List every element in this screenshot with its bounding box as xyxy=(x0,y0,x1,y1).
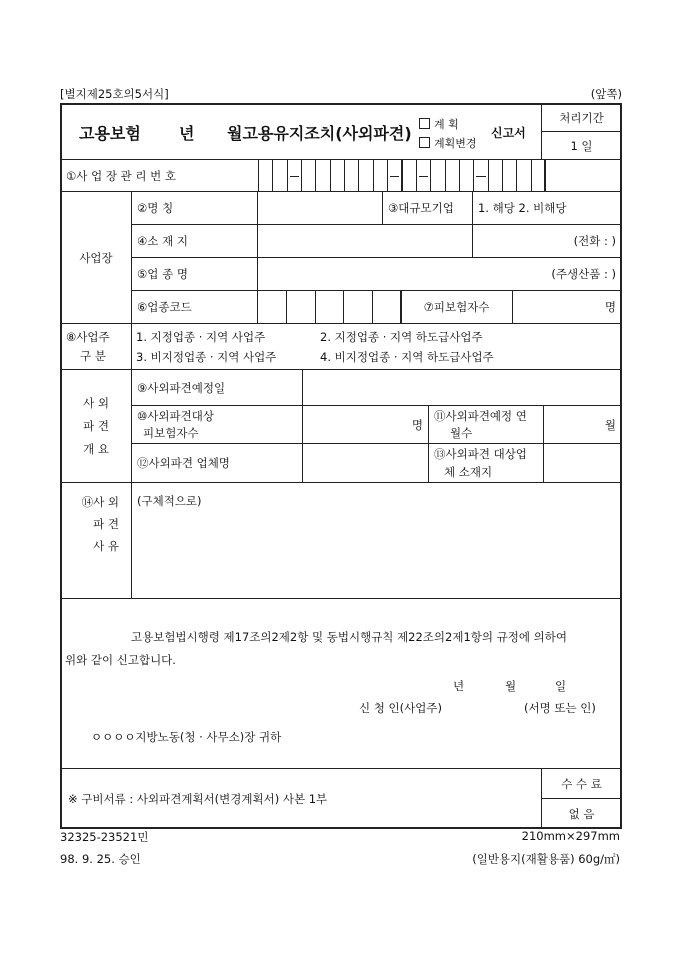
processing-period-value: 1 일 xyxy=(541,131,622,160)
number-digit-cell[interactable] xyxy=(330,159,345,192)
front-side-label: (앞쪽) xyxy=(590,87,622,101)
address-label: ④소 재 지 xyxy=(131,224,258,258)
number-digit-cell[interactable] xyxy=(272,159,287,192)
paper-type: (일반용지(재활용품) 60g/㎡) xyxy=(472,852,620,866)
declaration-text-2: 위와 같이 신고합니다. xyxy=(65,653,176,667)
industry-label: ⑤업 종 명 xyxy=(131,257,258,291)
number-digit-cell[interactable] xyxy=(315,159,330,192)
industry-code-digit-cell[interactable] xyxy=(315,290,345,324)
number-digit-cell[interactable] xyxy=(459,159,474,192)
number-digit-cell[interactable] xyxy=(488,159,503,192)
name-label: ②명 칭 xyxy=(131,191,258,225)
number-separator-cell[interactable] xyxy=(473,159,488,192)
plan-change-option[interactable]: 계획변경 xyxy=(419,135,477,151)
employer-option-3[interactable]: 3. 비지정업종 · 지역 사업주 xyxy=(136,350,277,364)
workplace-label: 사업장 xyxy=(60,191,132,324)
checkbox-icon[interactable] xyxy=(419,118,430,129)
fee-value: 없 음 xyxy=(541,798,622,829)
title-part3: 신고서 xyxy=(491,126,526,140)
dispatch-location-field[interactable] xyxy=(543,443,622,483)
dispatch-overview-label: 사 외 파 견 개 요 xyxy=(60,369,132,483)
number-digit-cell[interactable] xyxy=(301,159,316,192)
signature-label[interactable]: (서명 또는 인) xyxy=(524,701,596,715)
number-digit-cell[interactable] xyxy=(258,159,273,192)
number-digit-cell[interactable] xyxy=(516,159,531,192)
dispatch-reason-field[interactable] xyxy=(131,482,622,599)
dispatch-company-label: ⑫사외파견 업체명 xyxy=(131,443,303,483)
required-documents: ※ 구비서류 : 사외파견계획서(변경계획서) 사본 1부 xyxy=(60,768,542,829)
industry-code-digit-cell[interactable] xyxy=(257,290,287,324)
addressee: ㅇㅇㅇㅇ지방노동(청 · 사무소)장 귀하 xyxy=(91,730,282,744)
paper-size: 210mm×297mm xyxy=(521,829,620,843)
title-part2: 월고용유지조치(사외파견) xyxy=(227,124,412,143)
number-digit-cell[interactable] xyxy=(344,159,359,192)
reason-hint: (구체적으로) xyxy=(137,494,202,508)
number-digit-cell[interactable] xyxy=(502,159,517,192)
applicant-label: 신 청 인(사업주) xyxy=(359,701,442,715)
industry-code-digit-cell[interactable] xyxy=(372,290,402,324)
business-number-label: ①사 업 장 관 리 번 호 xyxy=(60,159,259,192)
number-digit-cell[interactable] xyxy=(358,159,373,192)
title-part1: 고용보험 xyxy=(79,124,141,143)
processing-period-label: 처리기간 xyxy=(541,103,622,132)
date-month: 월 xyxy=(505,679,517,693)
number-digit-cell[interactable] xyxy=(373,159,388,192)
business-number-extra[interactable] xyxy=(544,159,622,192)
large-company-options[interactable]: 1. 해당 2. 비해당 xyxy=(472,191,622,225)
dispatch-months-field[interactable]: 월 xyxy=(543,405,622,444)
dispatch-months-label: ⑪사외파견예정 연 월수 xyxy=(428,405,544,444)
title-year: 년 xyxy=(179,124,195,143)
phone-field[interactable]: (전화 : ) xyxy=(472,224,622,258)
fee-label: 수 수 료 xyxy=(541,768,622,799)
title-cell xyxy=(60,103,542,160)
date-year: 년 xyxy=(453,679,465,693)
number-digit-cell[interactable] xyxy=(402,159,417,192)
employer-type-options[interactable] xyxy=(131,323,622,370)
declaration-text-1: 고용보험법시행령 제17조의2제2항 및 동법시행규칙 제22조의2제1항의 규정에 의하여 xyxy=(131,630,567,644)
employer-type-label: ⑧사업주 구 분 xyxy=(60,323,132,370)
approval-date: 98. 9. 25. 승인 xyxy=(60,852,141,866)
form-code: 32325-23521민 xyxy=(60,830,149,844)
dispatch-date-field[interactable] xyxy=(302,369,622,406)
insured-count-field[interactable]: 명 xyxy=(512,290,622,324)
checkbox-icon[interactable] xyxy=(419,137,430,148)
date-day: 일 xyxy=(555,679,567,693)
dispatch-location-label: ⑬사외파견 대상업 체 소재지 xyxy=(428,443,544,483)
number-digit-cell[interactable] xyxy=(445,159,460,192)
number-separator-cell[interactable] xyxy=(387,159,402,192)
dispatch-date-label: ⑨사외파견예정일 xyxy=(131,369,303,406)
employer-option-1[interactable]: 1. 지정업종 · 지역 사업주 xyxy=(136,330,266,344)
industry-code-digit-cell[interactable] xyxy=(286,290,316,324)
form-number: [별지제25호의5서식] xyxy=(60,87,169,101)
employer-option-2[interactable]: 2. 지정업종 · 지역 하도급사업주 xyxy=(320,330,483,344)
industry-code-digit-cell[interactable] xyxy=(343,290,373,324)
employer-option-4[interactable]: 4. 비지정업종 · 지역 하도급사업주 xyxy=(320,350,494,364)
name-field[interactable] xyxy=(257,191,383,225)
number-separator-cell[interactable] xyxy=(287,159,302,192)
insured-count-label: ⑦피보험자수 xyxy=(400,290,513,324)
industry-code-label: ⑥업종코드 xyxy=(131,290,258,324)
number-digit-cell[interactable] xyxy=(430,159,445,192)
large-company-label: ③대규모기업 xyxy=(382,191,473,225)
number-separator-cell[interactable] xyxy=(416,159,431,192)
dispatch-company-field[interactable] xyxy=(302,443,429,483)
dispatch-count-label: ⑩사외파견대상 피보험자수 xyxy=(131,405,303,444)
dispatch-reason-label: ⑭사 외 파 견 사 유 xyxy=(60,482,132,599)
dispatch-count-field[interactable]: 명 xyxy=(302,405,429,444)
plan-option[interactable]: 계 획 xyxy=(419,116,459,132)
declaration-section xyxy=(60,598,622,769)
address-field[interactable] xyxy=(257,224,473,258)
industry-field[interactable]: (주생산품 : ) xyxy=(257,257,622,291)
